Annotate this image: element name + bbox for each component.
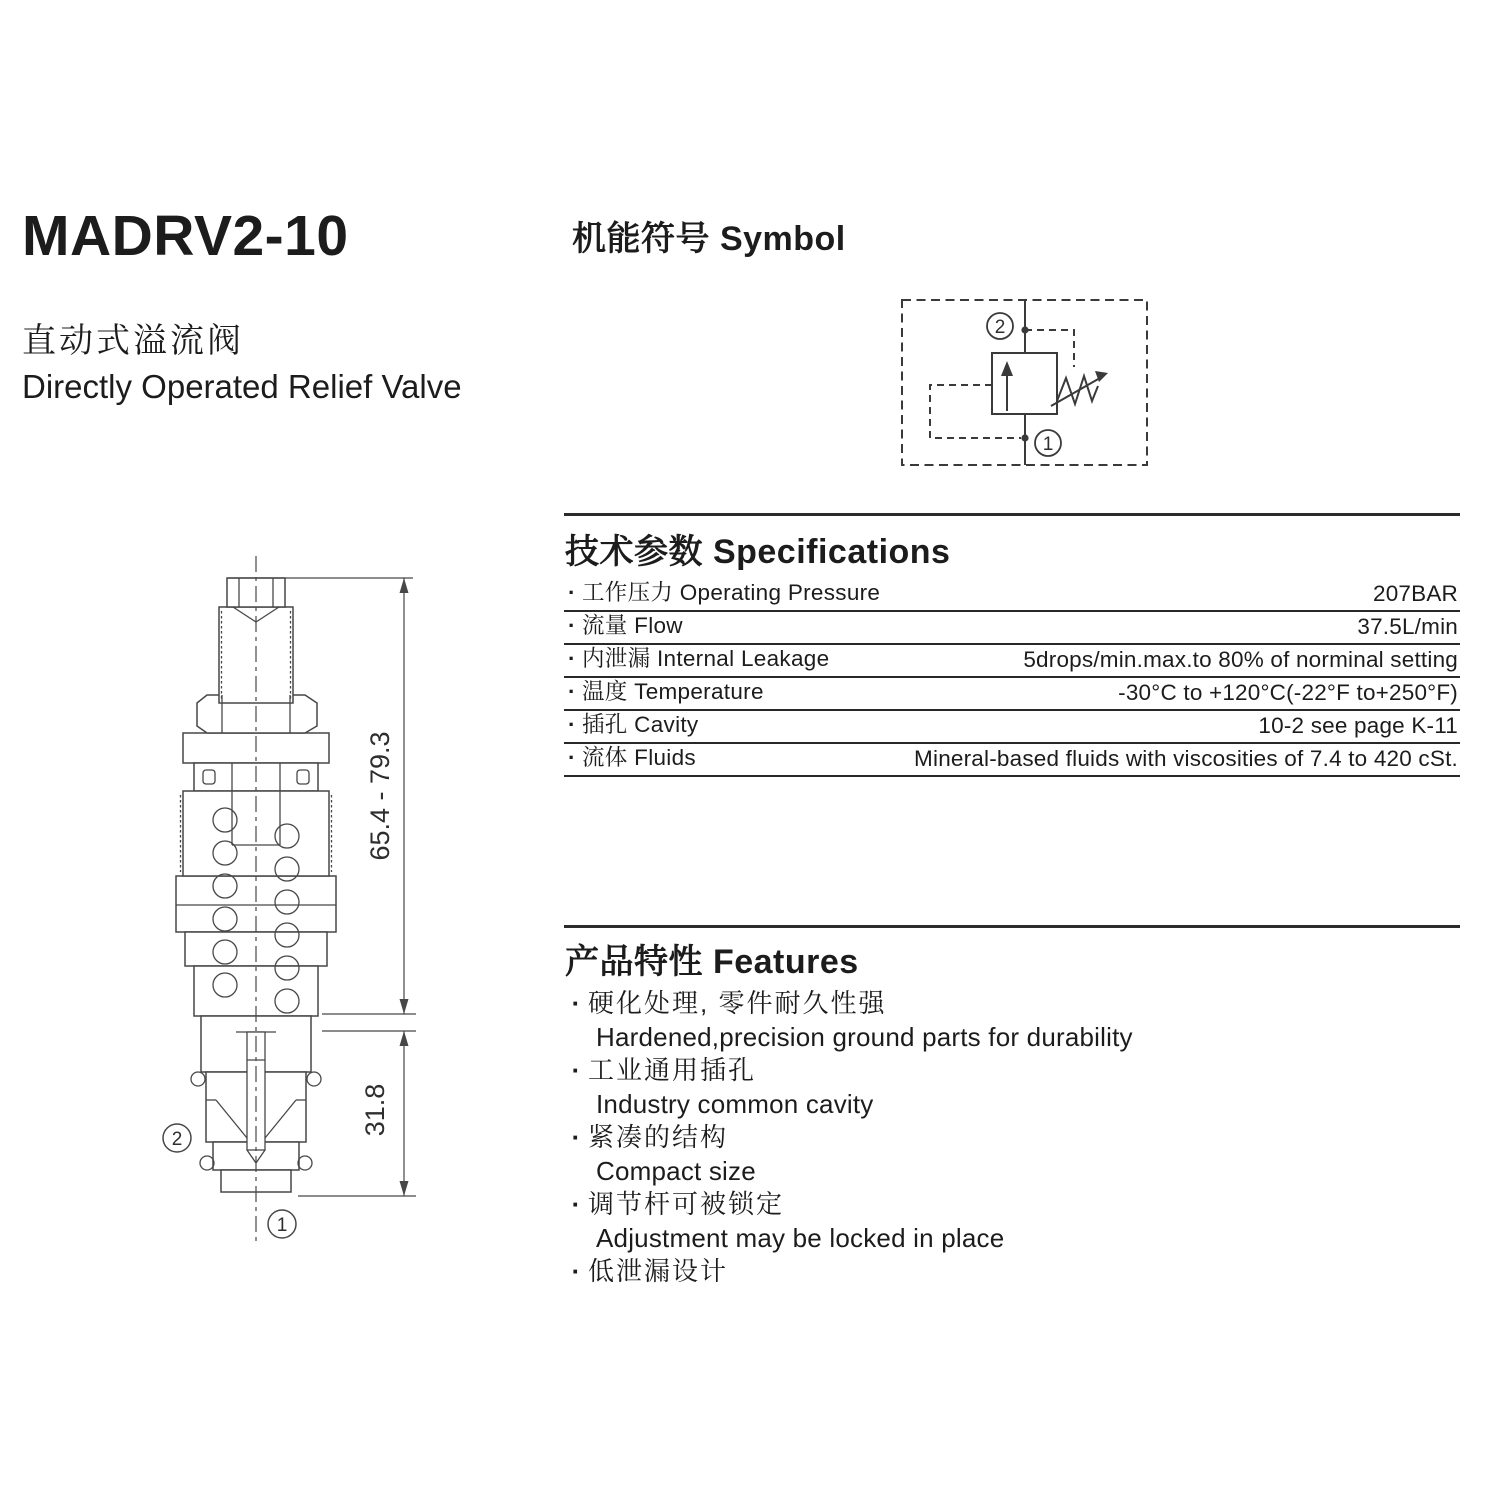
- feature-text-zh: 调节杆可被锁定: [588, 1189, 785, 1219]
- feature-text-en: Hardened,precision ground parts for durability: [596, 1021, 1133, 1052]
- spec-value: 207BAR: [1372, 581, 1458, 606]
- spec-label: · 温度 Temperature: [568, 679, 764, 704]
- bullet: ·: [571, 1189, 581, 1219]
- spec-value: Mineral-based fluids with viscosities of 7.4 to 420 cSt.: [914, 746, 1458, 771]
- feature-text-zh: 低泄漏设计: [588, 1256, 729, 1286]
- bullet: ·: [571, 1122, 581, 1152]
- symbol-valve-box: [992, 353, 1057, 414]
- feature-text-zh: 紧凑的结构: [588, 1122, 729, 1152]
- bullet: ·: [571, 988, 581, 1018]
- features-list: [564, 987, 1460, 1289]
- specifications-section: [564, 513, 1460, 777]
- spec-label: · 内泄漏 Internal Leakage: [568, 646, 830, 671]
- dimension-lower-label: 31.8: [360, 1083, 390, 1137]
- feature-item: [564, 1054, 1460, 1121]
- dimension-overall-label: 65.4 - 79.3: [365, 731, 395, 861]
- port-1-label: 1: [1042, 434, 1054, 455]
- feature-text-en: Industry common cavity: [596, 1088, 874, 1119]
- product-subtitle-zh: 直动式溢流阀: [22, 322, 244, 360]
- spec-value: -30°C to +120°C(-22°F to+250°F): [1118, 680, 1458, 705]
- bullet: ·: [571, 1055, 581, 1085]
- bullet: ·: [568, 712, 576, 737]
- section-rule: [564, 513, 1460, 516]
- spec-row: [564, 711, 1460, 744]
- bullet: ·: [568, 745, 576, 770]
- spec-value: 5drops/min.max.to 80% of norminal setting: [1023, 647, 1458, 672]
- bullet: ·: [568, 580, 576, 605]
- spec-label: · 流体 Fluids: [568, 745, 696, 770]
- feature-item: [564, 1188, 1460, 1255]
- feature-item: [564, 987, 1460, 1054]
- drawing-port-2-label: 2: [171, 1129, 183, 1150]
- bullet: ·: [568, 679, 576, 704]
- section-rule: [564, 925, 1460, 928]
- feature-text-zh: 工业通用插孔: [588, 1055, 757, 1085]
- features-heading: 产品特性 Features: [565, 943, 859, 981]
- features-section: [564, 925, 1460, 1289]
- spec-row: [564, 744, 1460, 777]
- hydraulic-symbol-diagram: [893, 291, 1155, 475]
- specifications-table: [564, 579, 1460, 777]
- spec-label: · 工作压力 Operating Pressure: [568, 580, 881, 605]
- drawing-port-1-label: 1: [276, 1215, 288, 1236]
- bullet: ·: [568, 613, 576, 638]
- symbol-heading: 机能符号 Symbol: [572, 220, 846, 258]
- feature-text-en: Adjustment may be locked in place: [596, 1222, 1005, 1253]
- spec-label: · 插孔 Cavity: [568, 712, 699, 737]
- specifications-heading: 技术参数 Specifications: [565, 533, 951, 571]
- spec-label: · 流量 Flow: [568, 613, 683, 638]
- spec-row: [564, 579, 1460, 612]
- feature-text-zh: 硬化处理, 零件耐久性强: [588, 988, 887, 1018]
- feature-item: [564, 1121, 1460, 1188]
- spec-value: 10-2 see page K-11: [1258, 713, 1458, 738]
- valve-cross-section-drawing: [118, 546, 430, 1252]
- feature-item: [564, 1255, 1460, 1289]
- bullet: ·: [568, 646, 576, 671]
- product-subtitle-en: Directly Operated Relief Valve: [22, 368, 462, 406]
- title-block: [22, 204, 562, 406]
- feature-text-en: Compact size: [596, 1155, 756, 1186]
- product-model: MADRV2-10: [22, 204, 349, 268]
- spec-value: 37.5L/min: [1357, 614, 1458, 639]
- port-2-label: 2: [994, 317, 1006, 338]
- bullet: ·: [571, 1256, 581, 1286]
